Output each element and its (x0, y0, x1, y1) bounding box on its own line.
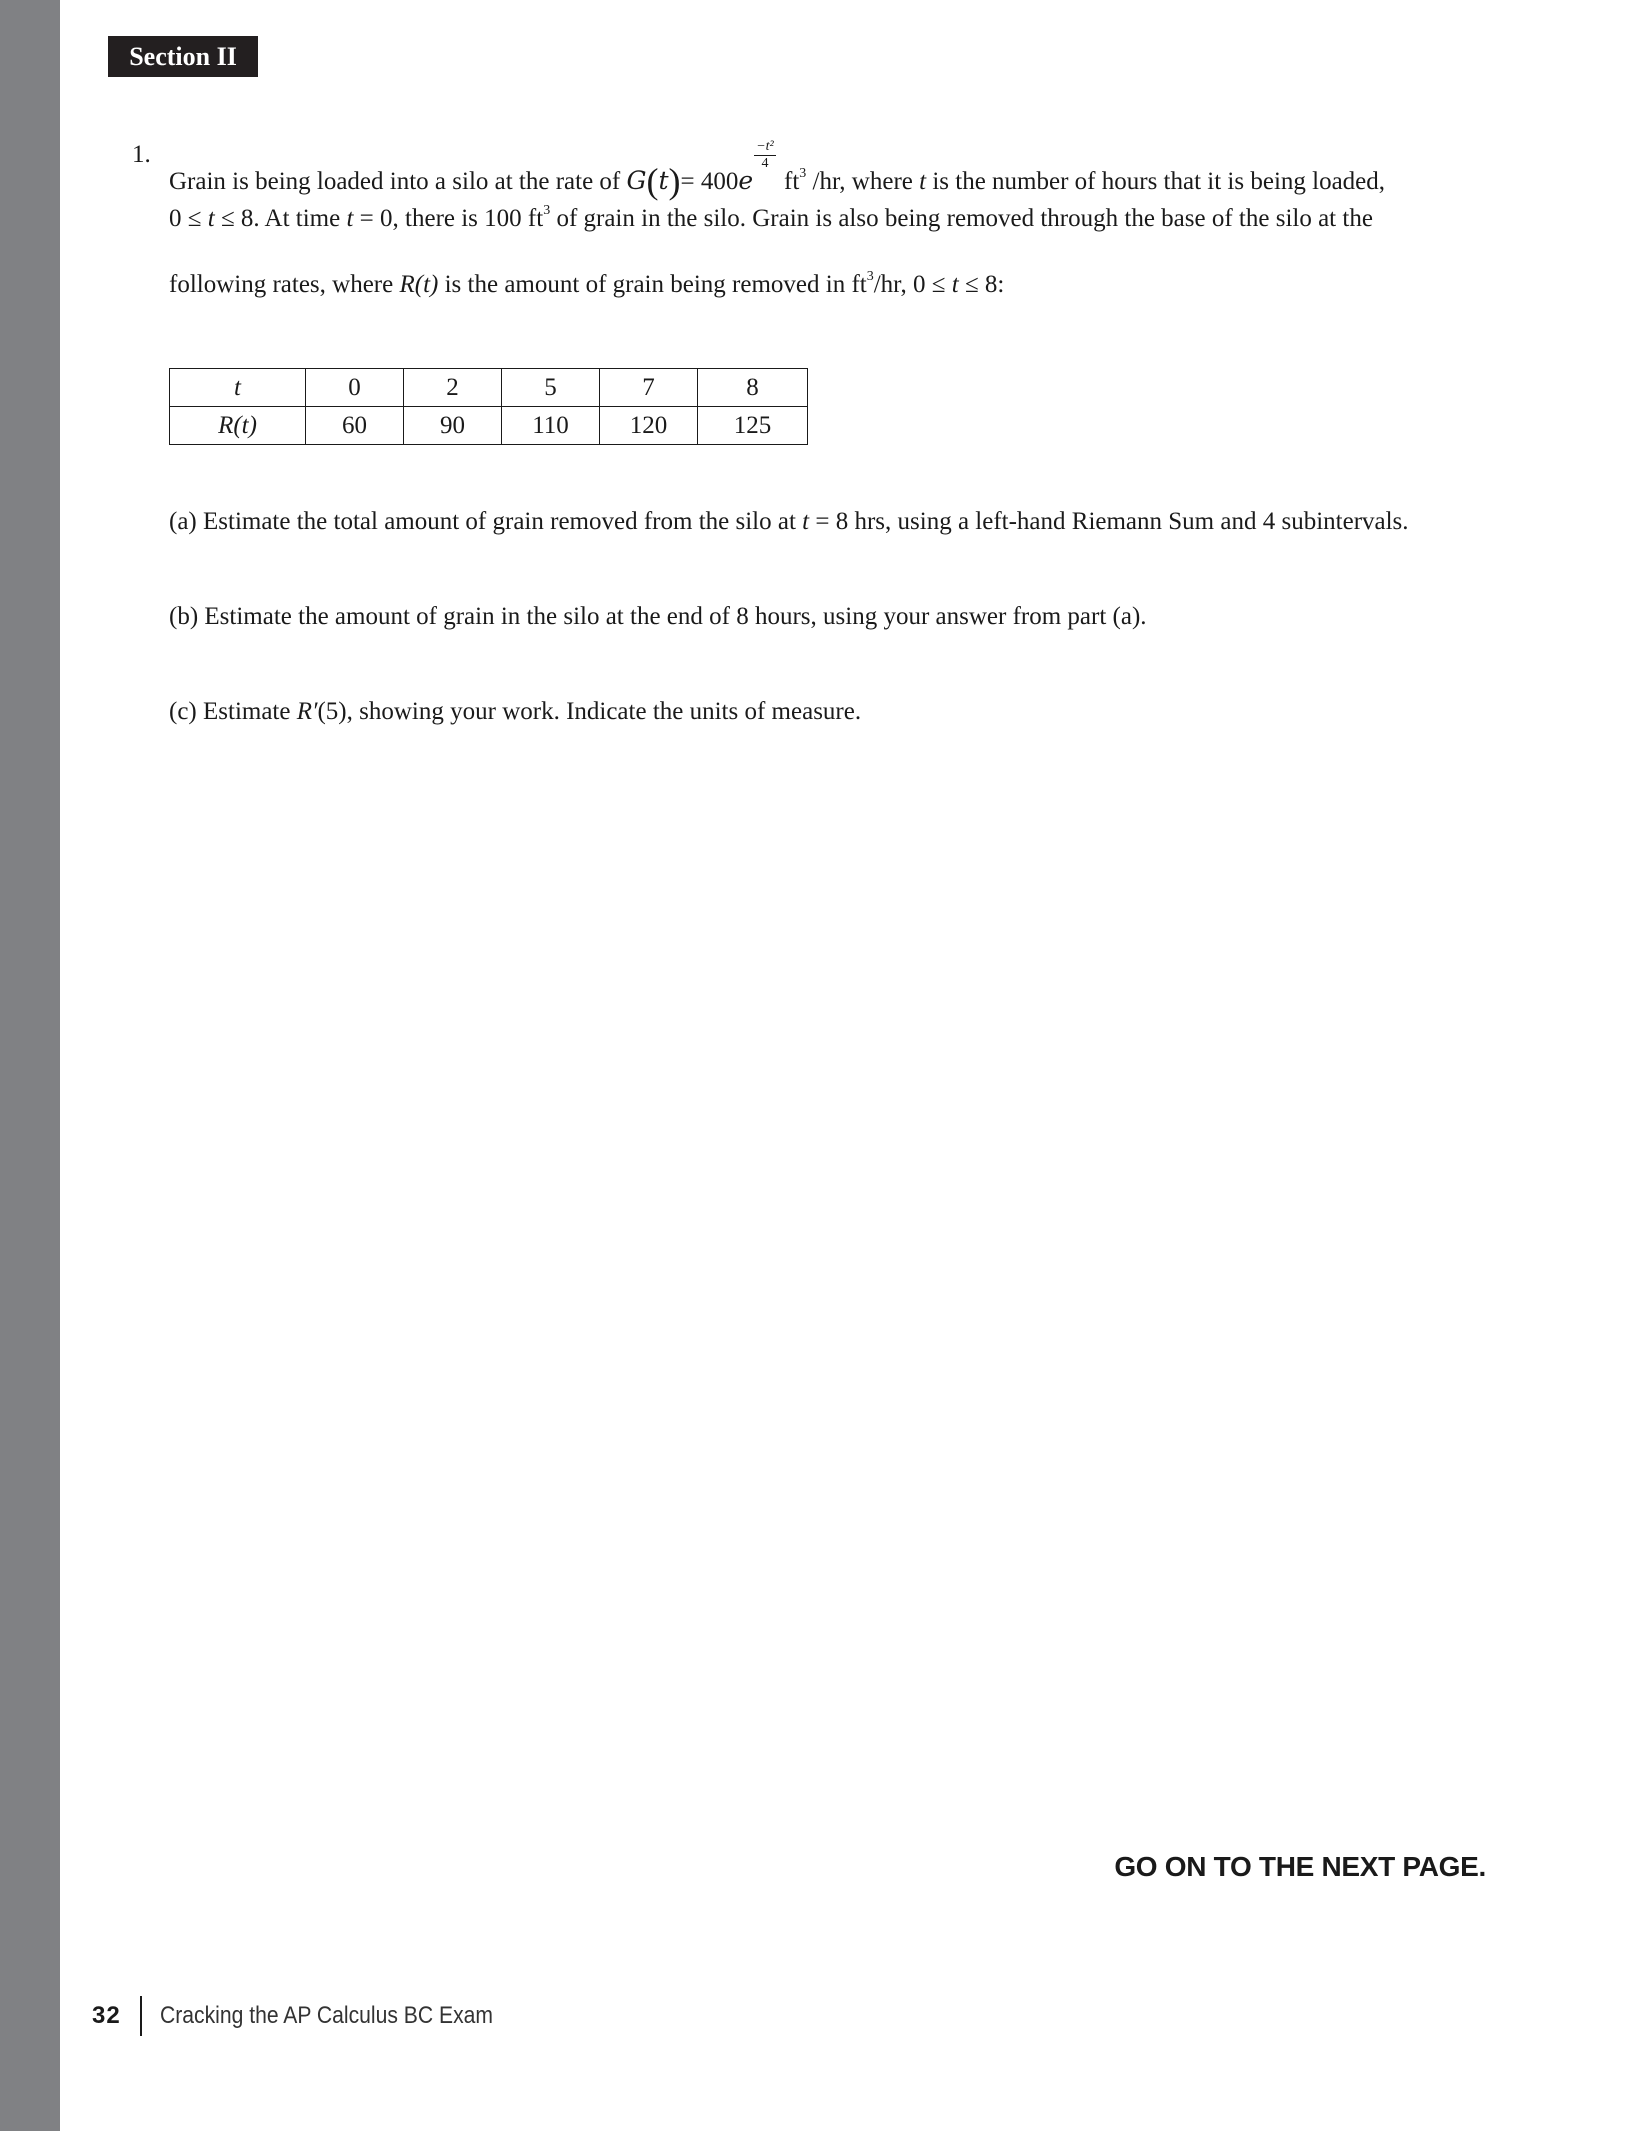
question-number: 1. (132, 141, 151, 168)
variable-t: t (951, 271, 959, 298)
table-row-t (170, 369, 808, 407)
table-cell: 110 (502, 407, 600, 445)
variable-t: t (346, 205, 354, 232)
rate-table (169, 368, 808, 445)
exponent-fraction (754, 140, 776, 171)
part-c-text-after: (5), showing your work. Indicate the units of measure. (317, 698, 862, 725)
part-c-text-before: (c) Estimate (169, 698, 297, 725)
part-a (169, 508, 1409, 536)
paren-open: ( (646, 161, 659, 201)
variable-t: t (919, 168, 927, 195)
inequality-end: ≤ 8. At time (214, 205, 347, 232)
table-cell: 90 (404, 407, 502, 445)
table-cell: 8 (698, 369, 808, 407)
derivative-R-prime: R′ (296, 698, 318, 725)
paren-close: ) (668, 161, 681, 201)
q1-text-after: is the number of hours that it is being loaded, (926, 168, 1386, 195)
table-cell: 7 (600, 369, 698, 407)
rates-intro: following rates, where (169, 271, 400, 298)
book-title: Cracking the AP Calculus BC Exam (160, 2002, 493, 2029)
part-b: (b) Estimate the amount of grain in the silo at the end of 8 hours, using your answer from part (a). (169, 603, 1147, 630)
variable-t: t (207, 205, 215, 232)
inequality-start: 0 ≤ (169, 205, 208, 232)
unit-superscript: 3 (543, 203, 551, 218)
part-c (169, 698, 861, 726)
rates-description: is the amount of grain being removed in ft (438, 271, 867, 298)
section-label: Section II (108, 36, 258, 77)
unit-superscript: 3 (866, 269, 874, 284)
unit-per-hour: /hr, where (806, 168, 920, 195)
equals-400: = 400 (680, 168, 739, 195)
part-a-text-after: = 8 hrs, using a left-hand Riemann Sum and 4 subintervals. (809, 508, 1409, 535)
table-cell: 5 (502, 369, 600, 407)
go-on-notice: GO ON TO THE NEXT PAGE. (1114, 1851, 1486, 1882)
table-header-R: R(t) (170, 407, 306, 445)
table-cell: 2 (404, 369, 502, 407)
removal-text: of grain in the silo. Grain is also being removed through the base of the silo at the (550, 205, 1373, 232)
table-cell: 120 (600, 407, 698, 445)
domain-start: /hr, 0 ≤ (873, 271, 952, 298)
footer-divider (140, 1996, 142, 2036)
domain-end: ≤ 8: (958, 271, 1005, 298)
variable-t: t (802, 508, 810, 535)
table-row-R (170, 407, 808, 445)
part-a-text-before: (a) Estimate the total amount of grain removed from the silo at (169, 508, 803, 535)
table-cell: 0 (306, 369, 404, 407)
question-line-3 (169, 270, 1004, 300)
initial-amount-text: = 0, there is 100 ft (353, 205, 544, 232)
table-header-t: t (170, 369, 306, 407)
exponent-denominator: 4 (761, 156, 769, 171)
exponent-numerator: −t² (756, 139, 774, 154)
function-G: G (626, 166, 647, 195)
table-cell: 125 (698, 407, 808, 445)
euler-e: e (738, 166, 754, 195)
function-arg-t: t (658, 166, 669, 195)
table-cell: 60 (306, 407, 404, 445)
q1-text-before: Grain is being loaded into a silo at the rate of (169, 168, 627, 195)
page-number: 32 (92, 2002, 121, 2029)
question-line-2 (169, 204, 1373, 234)
page-side-bar (0, 0, 60, 2131)
unit-ft: ft (777, 168, 800, 195)
question-line-1 (169, 139, 1386, 201)
function-R: R(t) (399, 271, 439, 298)
unit-superscript: 3 (799, 166, 807, 181)
